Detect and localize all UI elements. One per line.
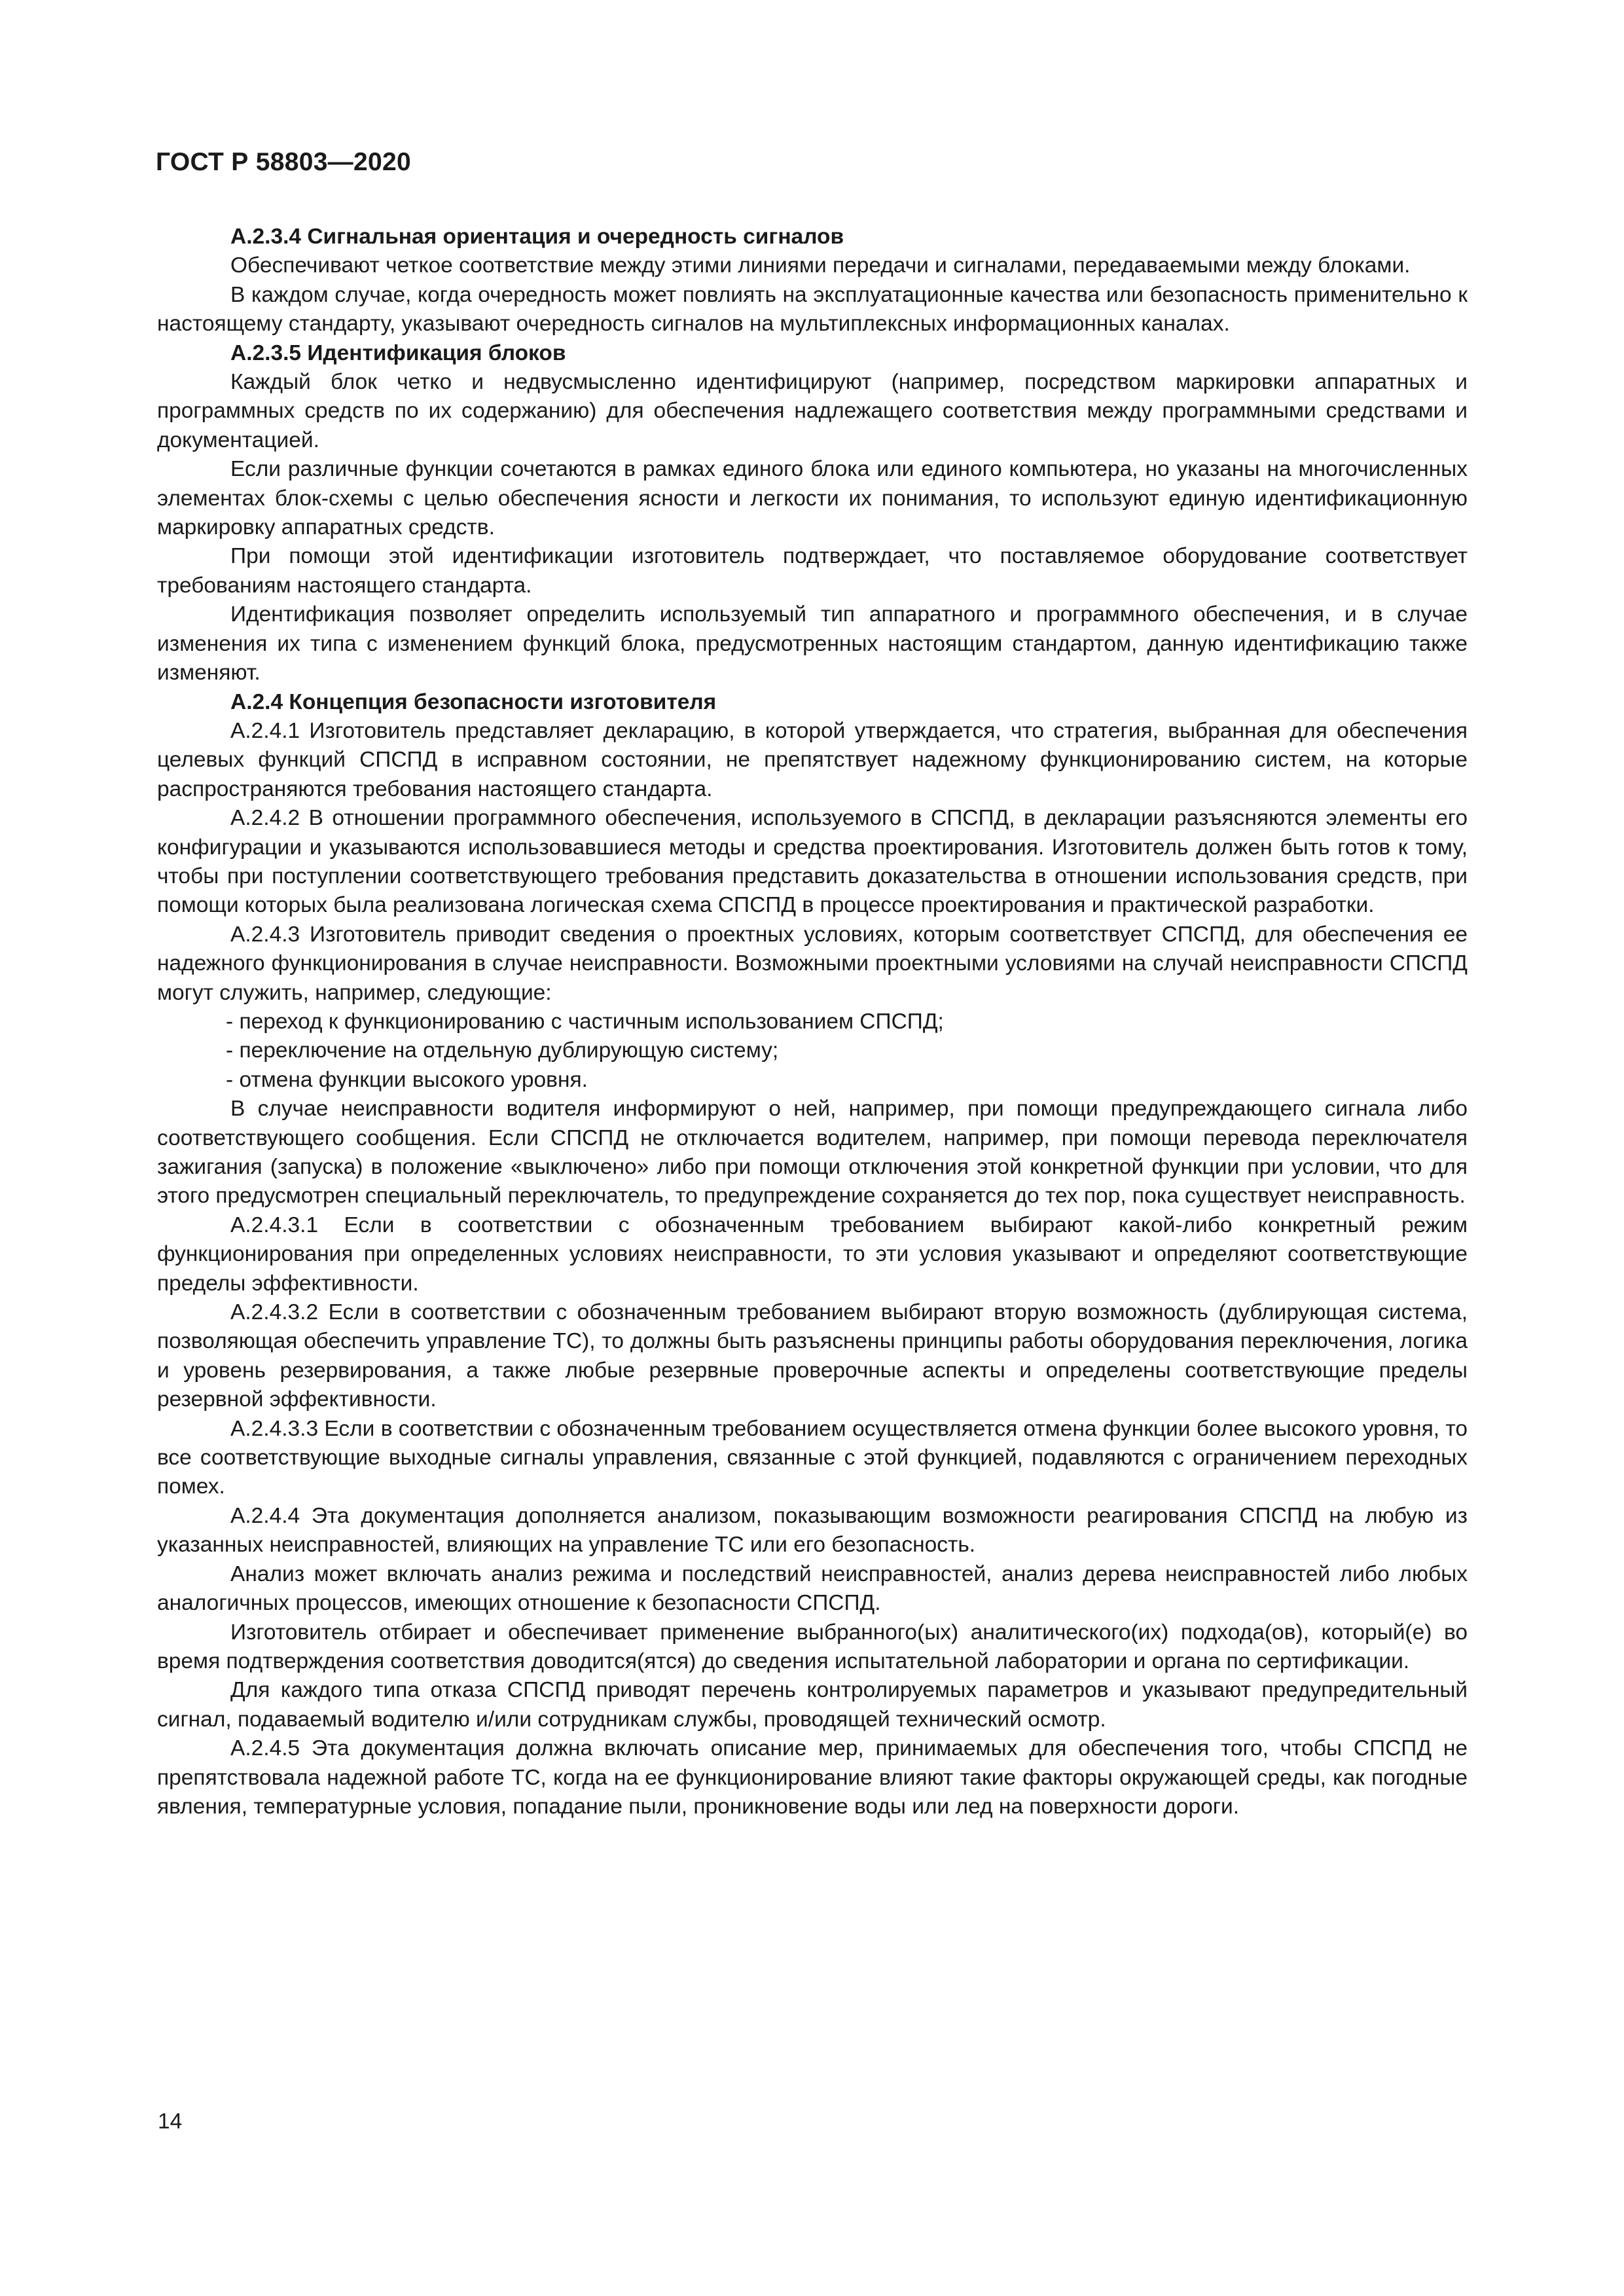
list-item: - отмена функции высокого уровня. bbox=[226, 1067, 588, 1092]
paragraph: Обеспечивают четкое соответствие между этими линиями передачи и сигналами, передаваемыми между блоками. bbox=[230, 253, 1411, 278]
paragraph: В случае неисправности водителя информируют о ней, например, при помощи предупреждающего сигнала либо соответствующего сообщения. Если СПСПД не отключается водителем, например, при помощи перевода переключателя зажигания (запуска) в положение «выключено» либо при помощи отключения этой конкретной функции при условии, что для этого предусмотрен специальный переключатель, то предупреждение сохраняется до тех пор, пока существует неисправность. bbox=[157, 1097, 1468, 1209]
list-item: - переход к функционированию с частичным использованием СПСПД; bbox=[226, 1009, 944, 1034]
paragraph: А.2.4.3.1 Если в соответствии с обозначенным требованием выбирают какой-либо конкретный режим функционирования при определенных условиях неисправности, то эти условия указывают и определяют соответствующие пределы эффективности. bbox=[157, 1212, 1468, 1296]
paragraph: Если различные функции сочетаются в рамках единого блока или единого компьютера, но указаны на многочисленных элементах блок-схемы с целью обеспечения ясности и легкости их понимания, то используют единую идентификационную маркировку аппаратных средств. bbox=[157, 457, 1468, 540]
document-header: ГОСТ Р 58803—2020 bbox=[156, 148, 411, 176]
list-item: - переключение на отдельную дублирующую систему; bbox=[226, 1038, 779, 1063]
paragraph: А.2.4.2 В отношении программного обеспечения, используемого в СПСПД, в декларации разъясняются элементы его конфигурации и указываются использовавшиеся методы и средства проектирования. Изготовитель должен быть готов к тому, чтобы при поступлении соответствующего требования представить доказательства в отношении использования средств, при помощи которых была реализована логическая схема СПСПД в процессе проектирования и практической разработки. bbox=[157, 806, 1468, 918]
paragraph: А.2.4.1 Изготовитель представляет декларацию, в которой утверждается, что стратегия, выбранная для обеспечения целевых функций СПСПД в исправном состоянии, не препятствует надежному функционированию систем, на которые распространяются требования настоящего стандарта. bbox=[157, 718, 1468, 801]
page-number: 14 bbox=[158, 2109, 183, 2134]
paragraph: А.2.4.3.2 Если в соответствии с обозначенным требованием выбирают вторую возможность (дублирующая система, позволяющая обеспечить управление ТС), то должны быть разъяснены принципы работы оборудования переключения, логика и уровень резервирования, а также любые резервные проверочные аспекты и определены соответствующие пределы резервной эффективности. bbox=[157, 1300, 1468, 1412]
paragraph: А.2.4.5 Эта документация должна включать описание мер, принимаемых для обеспечения того, чтобы СПСПД не препятствовала надежной работе ТС, когда на ее функционирование влияют такие факторы окружающей среды, как погодные явления, температурные условия, попадание пыли, проникновение воды или лед на поверхности дороги. bbox=[157, 1736, 1468, 1819]
paragraph: При помощи этой идентификации изготовитель подтверждает, что поставляемое оборудование соответствует требованиям настоящего стандарта. bbox=[157, 544, 1468, 598]
paragraph: В каждом случае, когда очередность может повлиять на эксплуатационные качества или безопасность применительно к настоящему стандарту, указывают очередность сигналов на мультиплексных информационных каналах. bbox=[157, 282, 1468, 337]
paragraph: Идентификация позволяет определить используемый тип аппаратного и программного обеспечения, и в случае изменения их типа с изменением функций блока, предусмотренных настоящим стандартом, данную идентификацию также изменяют. bbox=[157, 602, 1468, 685]
section-heading: А.2.4 Концепция безопасности изготовителя bbox=[230, 689, 717, 714]
paragraph: А.2.4.3 Изготовитель приводит сведения о проектных условиях, которым соответствует СПСПД, для обеспечения ее надежного функционирования в случае неисправности. Возможными проектными условиями на случай неисправности СПСПД могут служить, например, следующие: bbox=[157, 922, 1468, 1005]
paragraph: Изготовитель отбирает и обеспечивает применение выбранного(ых) аналитического(их) подхода(ов), который(е) во время подтверждения соответствия доводится(ятся) до сведения испытательной лаборатории и органа по сертификации. bbox=[157, 1620, 1468, 1673]
paragraph: Анализ может включать анализ режима и последствий неисправностей, анализ дерева неисправностей либо любых аналогичных процессов, имеющих отношение к безопасности СПСПД. bbox=[157, 1561, 1468, 1616]
paragraph: Для каждого типа отказа СПСПД приводят перечень контролируемых параметров и указывают предупредительный сигнал, подаваемый водителю и/или сотрудникам службы, проводящей технический осмотр. bbox=[157, 1678, 1468, 1732]
paragraph: Каждый блок четко и недвусмысленно идентифицируют (например, посредством маркировки аппаратных и программных средств по их содержанию) для обеспечения надлежащего соответствия между программными средствами и документацией. bbox=[157, 370, 1468, 452]
paragraph: А.2.4.3.3 Если в соответствии с обозначенным требованием осуществляется отмена функции более высокого уровня, то все соответствующие выходные сигналы управления, связанные с этой функцией, подавляются с ограничением переходных помех. bbox=[157, 1416, 1468, 1499]
section-heading: А.2.3.4 Сигнальная ориентация и очередность сигналов bbox=[230, 225, 844, 249]
paragraph: А.2.4.4 Эта документация дополняется анализом, показывающим возможности реагирования СПСПД на любую из указанных неисправностей, влияющих на управление ТС или его безопасность. bbox=[157, 1503, 1468, 1558]
document-body bbox=[157, 223, 1468, 1821]
section-heading: А.2.3.5 Идентификация блоков bbox=[230, 340, 566, 365]
